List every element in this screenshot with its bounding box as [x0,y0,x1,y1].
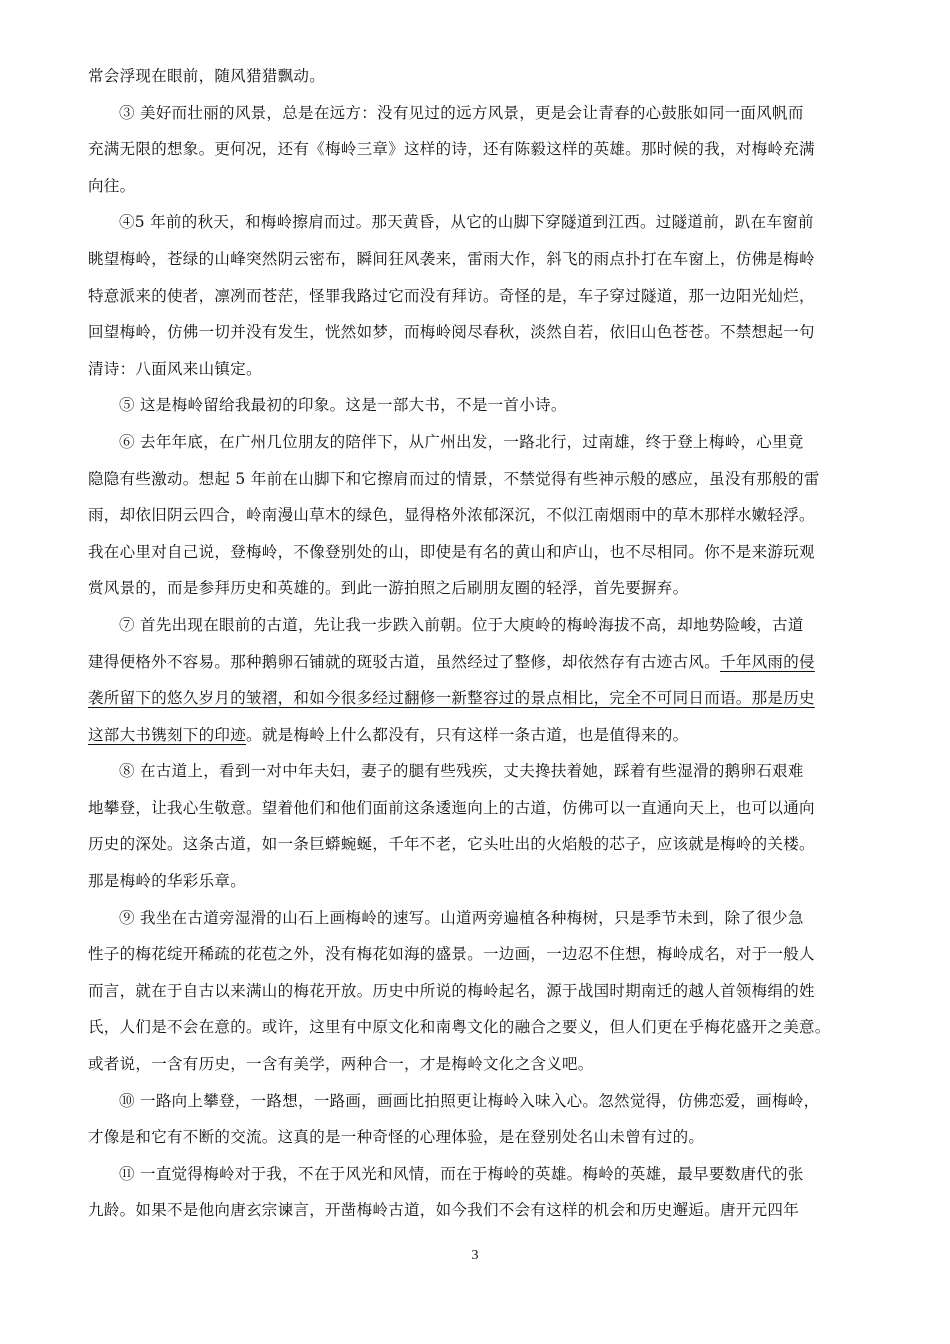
text-line: 回望梅岭，仿佛一切并没有发生，恍然如梦，而梅岭阅尽春秋，淡然自若，依旧山色苍苍。不禁想起一句 [88,323,815,342]
underlined-text: 这部大书镌刻下的印迹 [88,725,247,744]
text-line: 雨，却依旧阴云四合，岭南漫山草木的绿色，显得格外浓郁深沉，不似江南烟雨中的草木那样水嫩轻浮。 [88,506,815,525]
text-line [88,680,862,717]
page-number: 3 [471,1248,479,1263]
text-line: 充满无限的想象。更何况，还有《梅岭三章》这样的诗，还有陈毅这样的英雄。那时候的我，对梅岭充满 [88,140,815,159]
text-line: 地攀登，让我心生敬意。望着他们和他们面前这条逶迤向上的古道，仿佛可以一直通向天上，也可以通向 [88,798,815,817]
underlined-text: 袭所留下的悠久岁月的皱褶，和如今很多经过翻修一新整容过的景点相比，完全不可同日而语。那是历史 [88,689,815,708]
text-line: 才像是和它有不断的交流。这真的是一种奇怪的心理体验，是在登别处名山未曾有过的。 [88,1128,705,1147]
paragraph-5-line: ⑤ 这是梅岭留给我最初的印象。这是一部大书，不是一首小诗。 [119,396,567,415]
paragraph-7-line: ⑦ 首先出现在眼前的古道，先让我一步跌入前朝。位于大庾岭的梅岭海拔不高，却地势险峻，古道 [119,615,804,634]
text-line: 氏，人们是不会在意的。或许，这里有中原文化和南粤文化的融合之要义，但人们更在乎梅花盛开之美意。 [88,1018,831,1037]
paragraph-10-line: ⑩ 一路向上攀登，一路想，一路画，画画比拍照更让梅岭入味入心。忽然觉得，仿佛恋爱，画梅岭， [119,1091,820,1110]
text-line [88,644,862,681]
text-segment: 建得便格外不容易。那种鹅卵石铺就的斑驳古道，虽然经过了整修，却依然存有古迹古风。 [88,652,721,671]
text-line: 向往。 [88,176,136,195]
text-line: 或者说，一含有历史，一含有美学，两种合一，才是梅岭文化之含义吧。 [88,1055,594,1074]
text-line: 历史的深处。这条古道，如一条巨蟒蜿蜒，千年不老，它头吐出的火焰般的芯子，应该就是梅岭的关楼。 [88,835,815,854]
paragraph-6-line: ⑥ 去年年底，在广州几位朋友的陪伴下，从广州出发，一路北行，过南雄，终于登上梅岭，心里竟 [119,432,804,451]
paragraph-8-line: ⑧ 在古道上，看到一对中年夫妇，妻子的腿有些残疾，丈夫搀扶着她，踩着有些湿滑的鹅卵石艰难 [119,762,804,781]
text-line: 眺望梅岭，苍绿的山峰突然阴云密布，瞬间狂风袭来，雷雨大作，斜飞的雨点扑打在车窗上，仿佛是梅岭 [88,249,815,268]
paragraph-11-line: ⑪ 一直觉得梅岭对于我，不在于风光和风情，而在于梅岭的英雄。梅岭的英雄，最早要数唐代的张 [119,1164,804,1183]
underlined-text: 千年风雨的侵 [720,652,815,671]
text-line: 那是梅岭的华彩乐章。 [88,872,247,891]
article-body [88,58,862,1229]
text-line: 九龄。如果不是他向唐玄宗谏言，开凿梅岭古道，如今我们不会有这样的机会和历史邂逅。唐开元四年 [88,1201,800,1220]
paragraph-3-line: ③ 美好而壮丽的风景，总是在远方：没有见过的远方风景，更是会让青春的心鼓胀如同一面风帆而 [119,103,804,122]
text-line: 隐隐有些激动。想起 5 年前在山脚下和它擦肩而过的情景，不禁觉得有些神示般的感应，虽没有那般的雷 [88,469,820,488]
paragraph-4-line: ④5 年前的秋天，和梅岭擦肩而过。那天黄昏，从它的山脚下穿隧道到江西。过隧道前，趴在车窗前 [119,213,814,232]
text-line: 清诗：八面风来山镇定。 [88,359,262,378]
text-segment: 。就是梅岭上什么都没有，只有这样一条古道，也是值得来的。 [246,725,689,744]
paragraph-9-line: ⑨ 我坐在古道旁湿滑的山石上画梅岭的速写。山道两旁遍植各种梅树，只是季节未到，除了很少急 [119,908,804,927]
text-line: 性子的梅花绽开稀疏的花苞之外，没有梅花如海的盛景。一边画，一边忍不住想，梅岭成名，对于一般人 [88,945,815,964]
text-line [88,717,862,754]
text-line: 赏风景的，而是参拜历史和英雄的。到此一游拍照之后刷朋友圈的轻浮，首先要摒弃。 [88,579,689,598]
text-line: 常会浮现在眼前，随风猎猎飘动。 [88,67,326,85]
text-line: 而言，就在于自古以来满山的梅花开放。历史中所说的梅岭起名，源于战国时期南迁的越人首领梅绢的姓 [88,981,815,1000]
text-line: 特意派来的使者，凛冽而苍茫，怪罪我路过它而没有拜访。奇怪的是，车子穿过隧道，那一边阳光灿烂， [88,286,815,305]
text-line: 我在心里对自己说，登梅岭，不像登别处的山，即使是有名的黄山和庐山，也不尽相同。你不是来游玩观 [88,542,815,561]
